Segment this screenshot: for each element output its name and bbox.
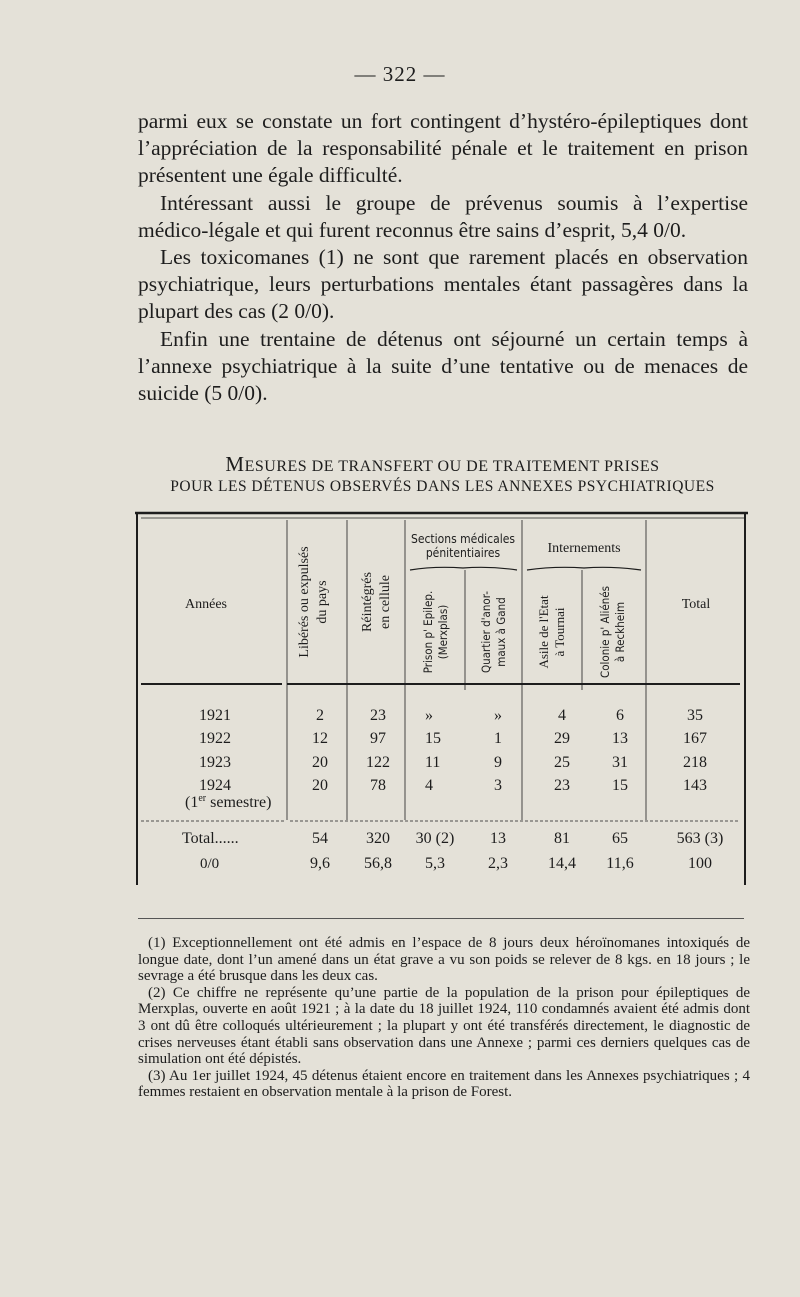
total-label: Total......: [182, 830, 239, 847]
footnote: (2) Ce chiffre ne représente qu’une partie de la population de la prison pour épileptiques de Merxplas, ouverte en août 1921 ; à la date du 18 juillet 1924, 110 condamnés avaient été admis dont 3 ont dû être colloqués ultérieurement ; la plupart y ont été transférés directement, le diagnostic de crises nerveuses étant établi sans observation dans une Annexe ; parmi ces derniers quelques cas de simulation ont été dépistés.: [138, 984, 750, 1068]
table-cell: 30 (2): [415, 830, 455, 847]
table-cell: 13: [612, 730, 628, 747]
table-cell: 20: [312, 754, 328, 771]
col-quartier-header-2: maux à Gand: [494, 597, 508, 667]
table-cell: 20: [312, 777, 328, 794]
table-cell: 9: [494, 754, 502, 771]
table-cell: 4: [425, 777, 433, 794]
paragraph: Les toxicomanes (1) ne sont que rarement placés en observation psychiatrique, leurs perturbations mentales étant passagères dans la plupart des cas (2 0/0).: [138, 245, 748, 324]
table-cell: 563 (3): [676, 830, 724, 847]
table-cell: 35: [687, 707, 703, 724]
pct-label: 0/0: [200, 856, 220, 872]
table-cell: 167: [683, 730, 707, 747]
group-brace-sections: [410, 567, 517, 570]
row-year: 1924: [199, 777, 231, 794]
table-cell: 3: [494, 777, 502, 794]
table-cell: 5,3: [425, 855, 445, 872]
col-reintegres-header-2: en cellule: [378, 574, 393, 630]
table-cell: 1: [494, 730, 502, 747]
col-colonie-header: Colonie p' Aliénés: [598, 585, 612, 679]
footnote-separator: [138, 918, 744, 919]
total-values: [312, 830, 723, 847]
col-asile-header-2: à Tournai: [552, 607, 567, 657]
table-cell: 122: [366, 754, 390, 771]
table-cell: 65: [612, 830, 628, 847]
table-cell: »: [494, 707, 502, 724]
group-internements-header: Internements: [547, 541, 621, 556]
col-liberes-header-2: du pays: [315, 580, 330, 624]
footnotes: [138, 935, 750, 1101]
table-cell: 15: [425, 730, 441, 747]
footnote: (1) Exceptionnellement ont été admis en l’espace de 8 jours deux héroïnomanes intoxiqués de longue date, dont l’un amené dans un état grave a vu son poids se relever de 8 kgs. en 18 jours ; le sevrage a été brusque dans les deux cas.: [138, 935, 750, 985]
table-cell: 81: [554, 830, 570, 847]
row-year: 1923: [199, 754, 231, 771]
col-colonie-header-2: à Reckheim: [613, 601, 627, 663]
table-cell: 12: [312, 730, 328, 747]
table-title-line-2: POUR LES DÉTENUS OBSERVÉS DANS LES ANNEXES PSYCHIATRIQUES: [170, 478, 715, 495]
table-cell: 97: [370, 730, 386, 747]
row-year: 1922: [199, 730, 231, 747]
group-sections-header-2: pénitentiaires: [425, 546, 501, 560]
paragraph: Enfin une trentaine de détenus ont séjourné un certain temps à l’annexe psychiatrique à la suite d’une tentative ou de menaces de suicide (5 0/0).: [138, 326, 748, 406]
paragraph: parmi eux se constate un fort contingent d’hystéro-épileptiques dont l’appréciation de la responsabilité pénale et le traitement en prison présentent une égale difficulté.: [138, 109, 748, 188]
table-cell: 31: [612, 754, 628, 771]
table-title-cap: M: [225, 452, 245, 476]
table-cell: 100: [688, 855, 712, 872]
paragraph: Intéressant aussi le groupe de prévenus soumis à l’expertise médico-légale et qui furent reconnus être sains d’esprit, 5,4 0/0.: [138, 190, 748, 242]
table-cell: 23: [554, 777, 570, 794]
row-year: 1921: [199, 707, 231, 724]
table-cell: 13: [490, 830, 506, 847]
table-cell: 9,6: [310, 855, 330, 872]
semestre-label: (1er semestre): [185, 793, 272, 811]
table-cell: 25: [554, 754, 570, 771]
page-number: — 322 —: [354, 62, 446, 86]
table-cell: 29: [554, 730, 570, 747]
table-cell: 54: [312, 830, 328, 847]
table-cell: 11,6: [606, 855, 634, 872]
table-cell: »: [425, 707, 433, 724]
col-annees-header: Années: [185, 597, 227, 612]
col-prison-header: Prison p' Epilep.: [421, 590, 435, 674]
table-cell: 2: [316, 707, 324, 724]
col-asile-header: Asile de l'Etat: [536, 595, 551, 669]
table-cell: 78: [370, 777, 386, 794]
table-cell: 23: [370, 707, 386, 724]
table-cell: 56,8: [364, 855, 392, 872]
col-reintegres-header: Réintégrés: [360, 572, 375, 632]
table-cell: 4: [558, 707, 566, 724]
table-cell: 15: [612, 777, 628, 794]
pct-values: [310, 855, 712, 872]
table-cell: 11: [425, 754, 441, 771]
table-cell: 218: [683, 754, 707, 771]
group-brace-internements: [527, 567, 641, 570]
col-total-header: Total: [681, 597, 711, 612]
table-cell: 320: [366, 830, 390, 847]
footnote: (3) Au 1er juillet 1924, 45 détenus étaient encore en traitement dans les Annexes psychiatriques ; 4 femmes restaient en observation mentale à la prison de Forest.: [138, 1067, 750, 1101]
group-sections-header: Sections médicales: [410, 532, 516, 546]
table-cell: 14,4: [548, 855, 576, 872]
table-cell: 2,3: [488, 855, 508, 872]
table-cell: 6: [616, 707, 624, 724]
table-title-rest: ESURES DE TRANSFERT OU DE TRAITEMENT PRISES: [244, 458, 660, 475]
col-quartier-header: Quartier d'anor-: [479, 590, 493, 674]
col-prison-header-2: (Merxplas): [436, 604, 450, 660]
table-body: [199, 707, 707, 794]
col-liberes-header: Libérés ou expulsés: [297, 546, 312, 658]
table-cell: 143: [683, 777, 707, 794]
